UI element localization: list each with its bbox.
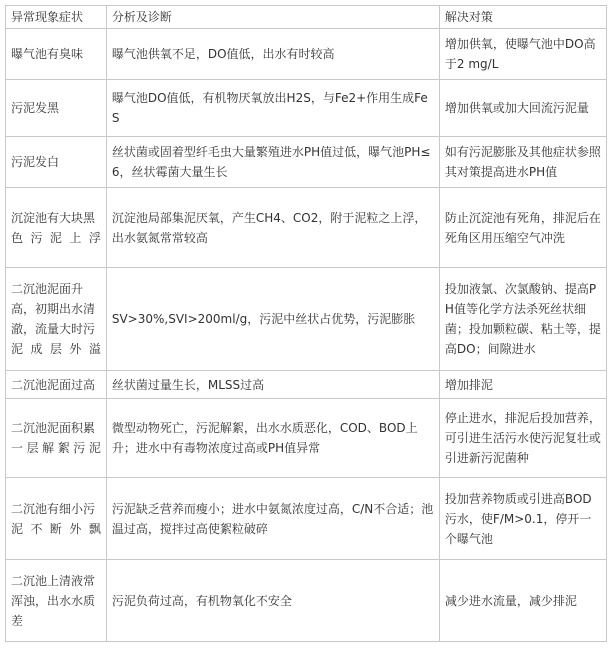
- header-row: [6, 6, 607, 29]
- diagnosis-cell: 曝气池供氧不足，DO值低，出水有时较高: [106, 29, 439, 80]
- symptom-cell: 污泥发黑: [6, 80, 107, 137]
- symptom-cell: 曝气池有臭味: [6, 29, 107, 80]
- diagnosis-cell: 沉淀池局部集泥厌氧，产生CH4、CO2，附于泥粒之上浮，出水氨氮常常较高: [106, 188, 439, 268]
- table-header: [6, 6, 607, 29]
- symptom-cell: 二沉池上清液常浑浊，出水水质差: [6, 560, 107, 642]
- solution-cell: 如有污泥膨胀及其他症状参照其对策提高进水PH值: [439, 137, 606, 188]
- solution-cell: 增加供氧，使曝气池中DO高于2 mg/L: [439, 29, 606, 80]
- diagnosis-cell: 丝状菌或固着型纤毛虫大量繁殖进水PH值过低，曝气池PH≤6，丝状霉菌大量生长: [106, 137, 439, 188]
- diagnosis-cell: 微型动物死亡，污泥解絮，出水水质恶化，COD、BOD上升；进水中有毒物浓度过高或PH值异常: [106, 399, 439, 478]
- symptom-cell: 二沉池泥面过高: [6, 371, 107, 399]
- header-diagnosis: 分析及诊断: [106, 6, 439, 29]
- table-body: [6, 29, 607, 642]
- symptom-cell: 沉淀池有大块黑色污泥上浮: [6, 188, 107, 268]
- diagnosis-cell: 污泥负荷过高，有机物氧化不安全: [106, 560, 439, 642]
- diagnosis-cell: 丝状菌过量生长，MLSS过高: [106, 371, 439, 399]
- symptom-cell: 污泥发白: [6, 137, 107, 188]
- solution-cell: 投加液氯、次氯酸钠、提高PH值等化学方法杀死丝状细菌；投加颗粒碳、粘土等，提高DO；间隙进水: [439, 268, 606, 371]
- table-row: [6, 268, 607, 371]
- solution-cell: 防止沉淀池有死角，排泥后在死角区用压缩空气冲洗: [439, 188, 606, 268]
- symptom-cell: 二沉池有细小污泥不断外飘: [6, 478, 107, 560]
- table-row: [6, 137, 607, 188]
- solution-cell: 投加营养物质或引进高BOD污水，使F/M>0.1，停开一个曝气池: [439, 478, 606, 560]
- symptom-cell: 二沉池泥面积累一层解絮污泥: [6, 399, 107, 478]
- diagnosis-cell: SV>30%,SVI>200ml/g，污泥中丝状占优势，污泥膨胀: [106, 268, 439, 371]
- header-symptom: 异常现象症状: [6, 6, 107, 29]
- diagnosis-cell: 污泥缺乏营养而瘦小；进水中氨氮浓度过高，C/N不合适；池温过高，搅拌过高使絮粒破碎: [106, 478, 439, 560]
- troubleshooting-table: [5, 5, 607, 642]
- table-row: [6, 371, 607, 399]
- table-row: [6, 188, 607, 268]
- table-row: [6, 399, 607, 478]
- table-row: [6, 478, 607, 560]
- table-row: [6, 560, 607, 642]
- symptom-cell: 二沉池泥面升高，初期出水清澈，流量大时污泥成层外溢: [6, 268, 107, 371]
- diagnosis-cell: 曝气池DO值低，有机物厌氧放出H2S，与Fe2+作用生成FeS: [106, 80, 439, 137]
- header-solution: 解决对策: [439, 6, 606, 29]
- solution-cell: 增加供氧或加大回流污泥量: [439, 80, 606, 137]
- solution-cell: 停止进水，排泥后投加营养，可引进生活污水使污泥复壮或引进新污泥菌种: [439, 399, 606, 478]
- table-row: [6, 29, 607, 80]
- solution-cell: 增加排泥: [439, 371, 606, 399]
- table-row: [6, 80, 607, 137]
- solution-cell: 减少进水流量，减少排泥: [439, 560, 606, 642]
